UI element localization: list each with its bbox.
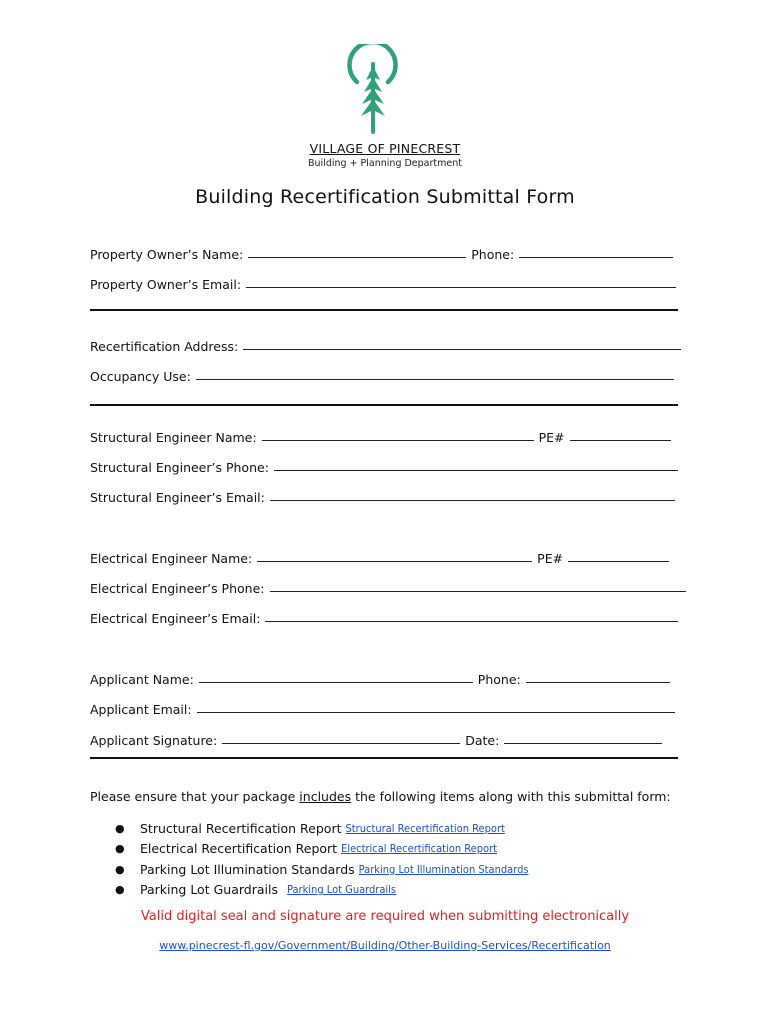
notice-underlined-word: includes: [299, 789, 352, 804]
electrical-report-link[interactable]: Electrical Recertification Report: [341, 842, 497, 856]
bullet-icon: ●: [115, 883, 125, 897]
electrical-email-row: [90, 606, 678, 626]
owner-email-row: [90, 272, 676, 292]
list-item: [115, 818, 529, 839]
list-item: [115, 839, 529, 860]
structural-name-label: Structural Engineer Name:: [90, 430, 257, 445]
applicant-phone-field[interactable]: [526, 682, 670, 683]
requirement-label: Parking Lot Illumination Standards: [140, 861, 355, 877]
structural-pe-label: PE#: [538, 430, 565, 445]
requirement-label: Structural Recertification Report: [140, 820, 342, 836]
address-row: [90, 334, 681, 354]
guardrails-link[interactable]: Parking Lot Guardrails: [286, 883, 397, 897]
structural-name-row: [90, 425, 671, 445]
electrical-name-field[interactable]: [257, 561, 532, 562]
list-item: [115, 880, 529, 901]
owner-email-label: Property Owner’s Email:: [90, 277, 242, 292]
notice-text-start: Please ensure that your package: [90, 789, 300, 804]
structural-phone-field[interactable]: [274, 470, 678, 471]
structural-phone-label: Structural Engineer’s Phone:: [90, 460, 269, 475]
requirement-label: Parking Lot Guardrails: [140, 882, 278, 898]
applicant-date-label: Date:: [465, 733, 500, 748]
applicant-signature-row: [90, 728, 662, 748]
applicant-signature-field[interactable]: [222, 743, 460, 744]
electrical-phone-label: Electrical Engineer’s Phone:: [90, 581, 265, 596]
package-notice: [90, 789, 671, 804]
structural-email-field[interactable]: [270, 500, 675, 501]
applicant-date-field[interactable]: [504, 743, 662, 744]
address-label: Recertification Address:: [90, 339, 239, 354]
electrical-pe-label: PE#: [537, 551, 564, 566]
section-divider: [90, 404, 678, 406]
section-divider: [90, 757, 678, 759]
owner-email-field[interactable]: [246, 287, 676, 288]
seal-requirement-note: Valid digital seal and signature are required when submitting electronically: [140, 909, 630, 924]
occupancy-row: [90, 364, 674, 384]
structural-email-label: Structural Engineer’s Email:: [90, 490, 265, 505]
notice-text-end: the following items along with this submittal form:: [351, 789, 671, 804]
applicant-email-label: Applicant Email:: [90, 702, 192, 717]
form-title: Building Recertification Submittal Form: [195, 186, 575, 208]
department-name: Building + Planning Department: [308, 158, 462, 169]
illumination-standards-link[interactable]: Parking Lot Illumination Standards: [358, 862, 529, 876]
structural-phone-row: [90, 455, 678, 475]
structural-report-link[interactable]: Structural Recertification Report: [345, 821, 505, 835]
applicant-name-field[interactable]: [199, 682, 473, 683]
applicant-email-field[interactable]: [197, 712, 675, 713]
electrical-phone-row: [90, 576, 686, 596]
bullet-icon: ●: [115, 821, 125, 835]
owner-phone-field[interactable]: [519, 257, 673, 258]
applicant-name-row: [90, 667, 670, 687]
electrical-pe-field[interactable]: [568, 561, 669, 562]
list-item: [115, 859, 529, 880]
owner-name-field[interactable]: [248, 257, 466, 258]
address-field[interactable]: [243, 349, 681, 350]
owner-name-row: [90, 242, 673, 262]
owner-name-label: Property Owner’s Name:: [90, 247, 244, 262]
section-divider: [90, 309, 678, 311]
structural-pe-field[interactable]: [570, 440, 671, 441]
applicant-signature-label: Applicant Signature:: [90, 733, 218, 748]
occupancy-label: Occupancy Use:: [90, 369, 191, 384]
electrical-name-row: [90, 546, 669, 566]
structural-email-row: [90, 485, 675, 505]
requirement-label: Electrical Recertification Report: [140, 841, 338, 857]
organization-name: VILLAGE OF PINECREST: [309, 141, 461, 156]
electrical-phone-field[interactable]: [270, 591, 686, 592]
electrical-email-field[interactable]: [265, 621, 678, 622]
applicant-email-row: [90, 697, 675, 717]
bullet-icon: ●: [115, 862, 125, 876]
applicant-phone-label: Phone:: [477, 672, 521, 687]
electrical-email-label: Electrical Engineer’s Email:: [90, 611, 261, 626]
applicant-name-label: Applicant Name:: [90, 672, 194, 687]
bullet-icon: ●: [115, 842, 125, 856]
electrical-name-label: Electrical Engineer Name:: [90, 551, 253, 566]
pine-tree-logo-icon: [344, 44, 402, 136]
recertification-website-link[interactable]: www.pinecrest-fl.gov/Government/Building/Other-Building-Services/Recertification: [159, 939, 611, 952]
occupancy-field[interactable]: [196, 379, 674, 380]
owner-phone-label: Phone:: [471, 247, 515, 262]
requirements-list: [115, 818, 529, 900]
structural-name-field[interactable]: [262, 440, 534, 441]
